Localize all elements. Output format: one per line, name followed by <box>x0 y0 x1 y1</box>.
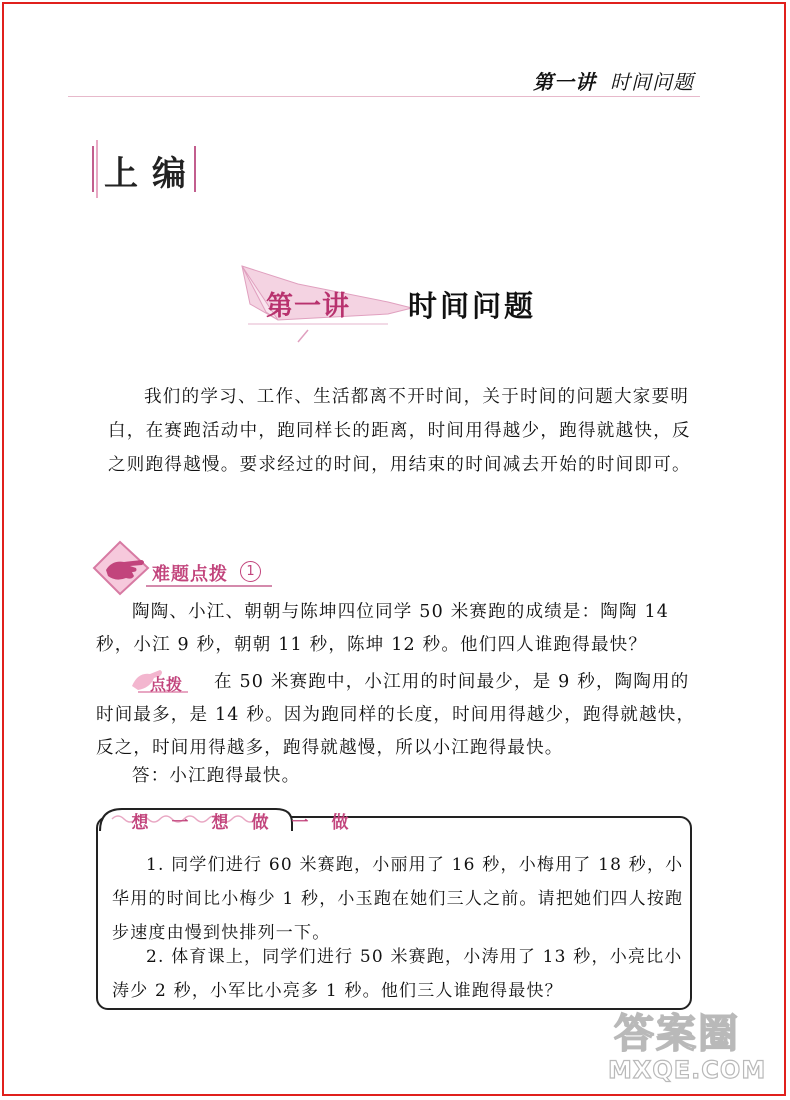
running-header-title: 时间问题 <box>610 70 694 94</box>
running-header <box>533 66 694 95</box>
exercise-title <box>120 808 280 833</box>
exercise-item-1: 1. 同学们进行 60 米赛跑，小丽用了 16 秒，小梅用了 18 秒，小华用的时间比小梅少 1 秒，小玉跑在她们三人之前。请把她们四人按跑步速度由慢到快排列一下。 <box>112 855 684 943</box>
header-divider <box>68 96 700 97</box>
intro-paragraph: 我们的学习、工作、生活都离不开时间，关于时间的问题大家要明白，在赛跑活动中，跑同样长的距离，时间用得越少，跑得就越快，反之则跑得越慢。要求经过的时间，用结束的时间减去开始的时间即可。 <box>108 387 691 475</box>
section-number: 1 <box>240 561 261 582</box>
section-label: 难题点拨 <box>152 564 228 585</box>
running-header-lecture-number: 第一讲 <box>533 70 596 94</box>
watermark-logo <box>608 1002 788 1092</box>
pointing-hand-icon <box>92 540 156 596</box>
watermark-en: MXQE.COM <box>608 1056 767 1084</box>
lecture-title: 时间问题 <box>408 289 537 323</box>
exercise-item-2: 2. 体育课上，同学们进行 50 米赛跑，小涛用了 13 秒，小亮比小涛少 2 秒，小军比小亮多 1 秒。他们三人谁跑得最快？ <box>112 947 683 1001</box>
exercise-title-char: 做 <box>331 813 349 833</box>
exercise-title-char: 做 <box>251 813 269 833</box>
exercise-title-char: 一 <box>291 813 309 833</box>
part-label: 上编 <box>104 154 200 194</box>
section-underline <box>146 585 272 587</box>
lecture-number: 第一讲 <box>266 291 350 322</box>
answer-text: 答：小江跑得最快。 <box>132 766 301 786</box>
exercise-title-char: 想 <box>131 813 149 833</box>
problem-text: 陶陶、小江、朝朝与陈坤四位同学 50 米赛跑的成绩是：陶陶 14 秒，小江 9 秒，朝朝 11 秒，陈坤 12 秒。他们四人谁跑得最快？ <box>96 602 670 655</box>
exercise-title-char: 一 <box>171 813 189 833</box>
hint-text: 在 50 米赛跑中，小江用的时间最少，是 9 秒，陶陶用的时间最多，是 14 秒。因为跑同样的长度，时间用得越少，跑得就越快，反之，时间用得越多，跑得就越慢，所以小江跑得最快。 <box>96 672 696 758</box>
hint-label: 点拨 <box>150 675 183 694</box>
exercise-title-tail <box>280 808 360 833</box>
exercise-title-char: 想 <box>211 813 229 833</box>
watermark-cn: 答案圈 <box>614 1011 740 1057</box>
